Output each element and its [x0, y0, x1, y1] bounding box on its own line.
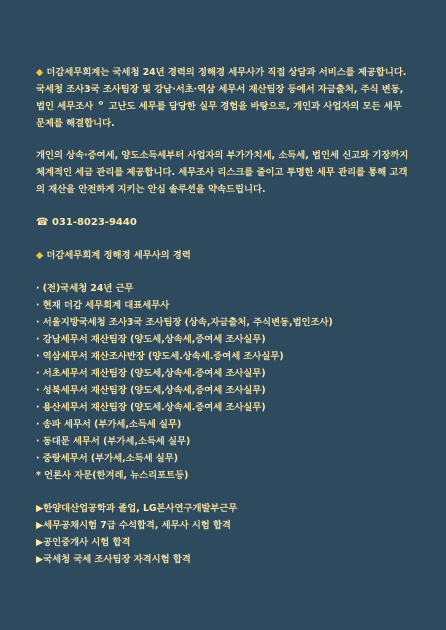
career-item: · 중랑세무서 (부가세,소득세 실무)	[36, 453, 179, 464]
career-item: · 역삼세무서 재산조사반장 (양도세.상속세.증여세 조사실무)	[36, 351, 284, 362]
career-item: · 강남세무서 재산팀장 (양도세,상속세,증여세 조사실무)	[36, 334, 266, 345]
career-heading	[36, 247, 412, 264]
diamond-icon: ◆	[36, 250, 44, 261]
career-item: · 용산세무서 재산팀장 (양도세.상속세.증여세 조사실무)	[36, 402, 266, 413]
phone-number: 031-8023-9440	[51, 217, 137, 228]
education-item: ▶한양대산업공학과 졸업, LG본사연구개발부근무	[36, 503, 238, 514]
intro-text: 더감세무회계는 국세청 24년 경력의 정해경 세무사가 직접 상담과 서비스를 제공합니다. 국세청 조사3국 조사팀장 및 강남·서초·역삼 세무서 재산팀장 등에서 자금출처, 주식 변동, 법인 세무조사 ᄋ 고난도 세무를 담당한 실무 경험을 바탕으로, 개인과 사업자의 모든 세무 문제를 해결합니다.	[36, 67, 407, 129]
career-item: · 송파 세무서 (부가세,소득세 실무)	[36, 419, 182, 430]
career-list	[36, 280, 412, 484]
career-item: · 서울지방국세청 조사3국 조사팀장 (상속,자금출처, 주식변동,법인조사)	[36, 317, 333, 328]
services-paragraph: 개인의 상속·증여세, 양도소득세부터 사업자의 부가가치세, 소득세, 법인세 신고와 기장까지 체계적인 세금 관리를 제공합니다. 세무조사 리스크를 줄이고 투명한 세무 관리를 통해 고객의 재산을 안전하게 지키는 안심 솔루션을 약속드립니다.	[36, 150, 409, 195]
career-item: · 동대문 세무서 (부가세,소득세 실무)	[36, 436, 191, 447]
education-item: ▶공인중개사 시험 합격	[36, 537, 131, 548]
intro-paragraph	[36, 64, 412, 132]
education-list	[36, 500, 412, 568]
education-item: ▶국세청 국세 조사팀장 자격시험 합격	[36, 554, 191, 565]
career-heading-text: 더감세무회계 정해경 세무사의 경력	[46, 250, 191, 261]
education-item: ▶세무공채시험 7급 수석합격, 세무사 시험 합격	[36, 520, 231, 531]
phone-row	[36, 214, 412, 231]
diamond-icon: ◆	[36, 67, 44, 78]
career-item: · 성북세무서 재산팀장 (양도세,상속세,증여세 조사실무)	[36, 385, 266, 396]
career-item: · 서초세무서 재산팀장 (양도세,상속세.증여세 조사실무)	[36, 368, 266, 379]
phone-icon: ☎	[36, 217, 49, 228]
career-item: · (전)국세청 24년 근무	[36, 283, 134, 294]
career-item: · 현재 더감 세무회계 대표세무사	[36, 300, 170, 311]
career-item: * 언론사 자문(한겨레, 뉴스리포트등)	[36, 470, 189, 481]
